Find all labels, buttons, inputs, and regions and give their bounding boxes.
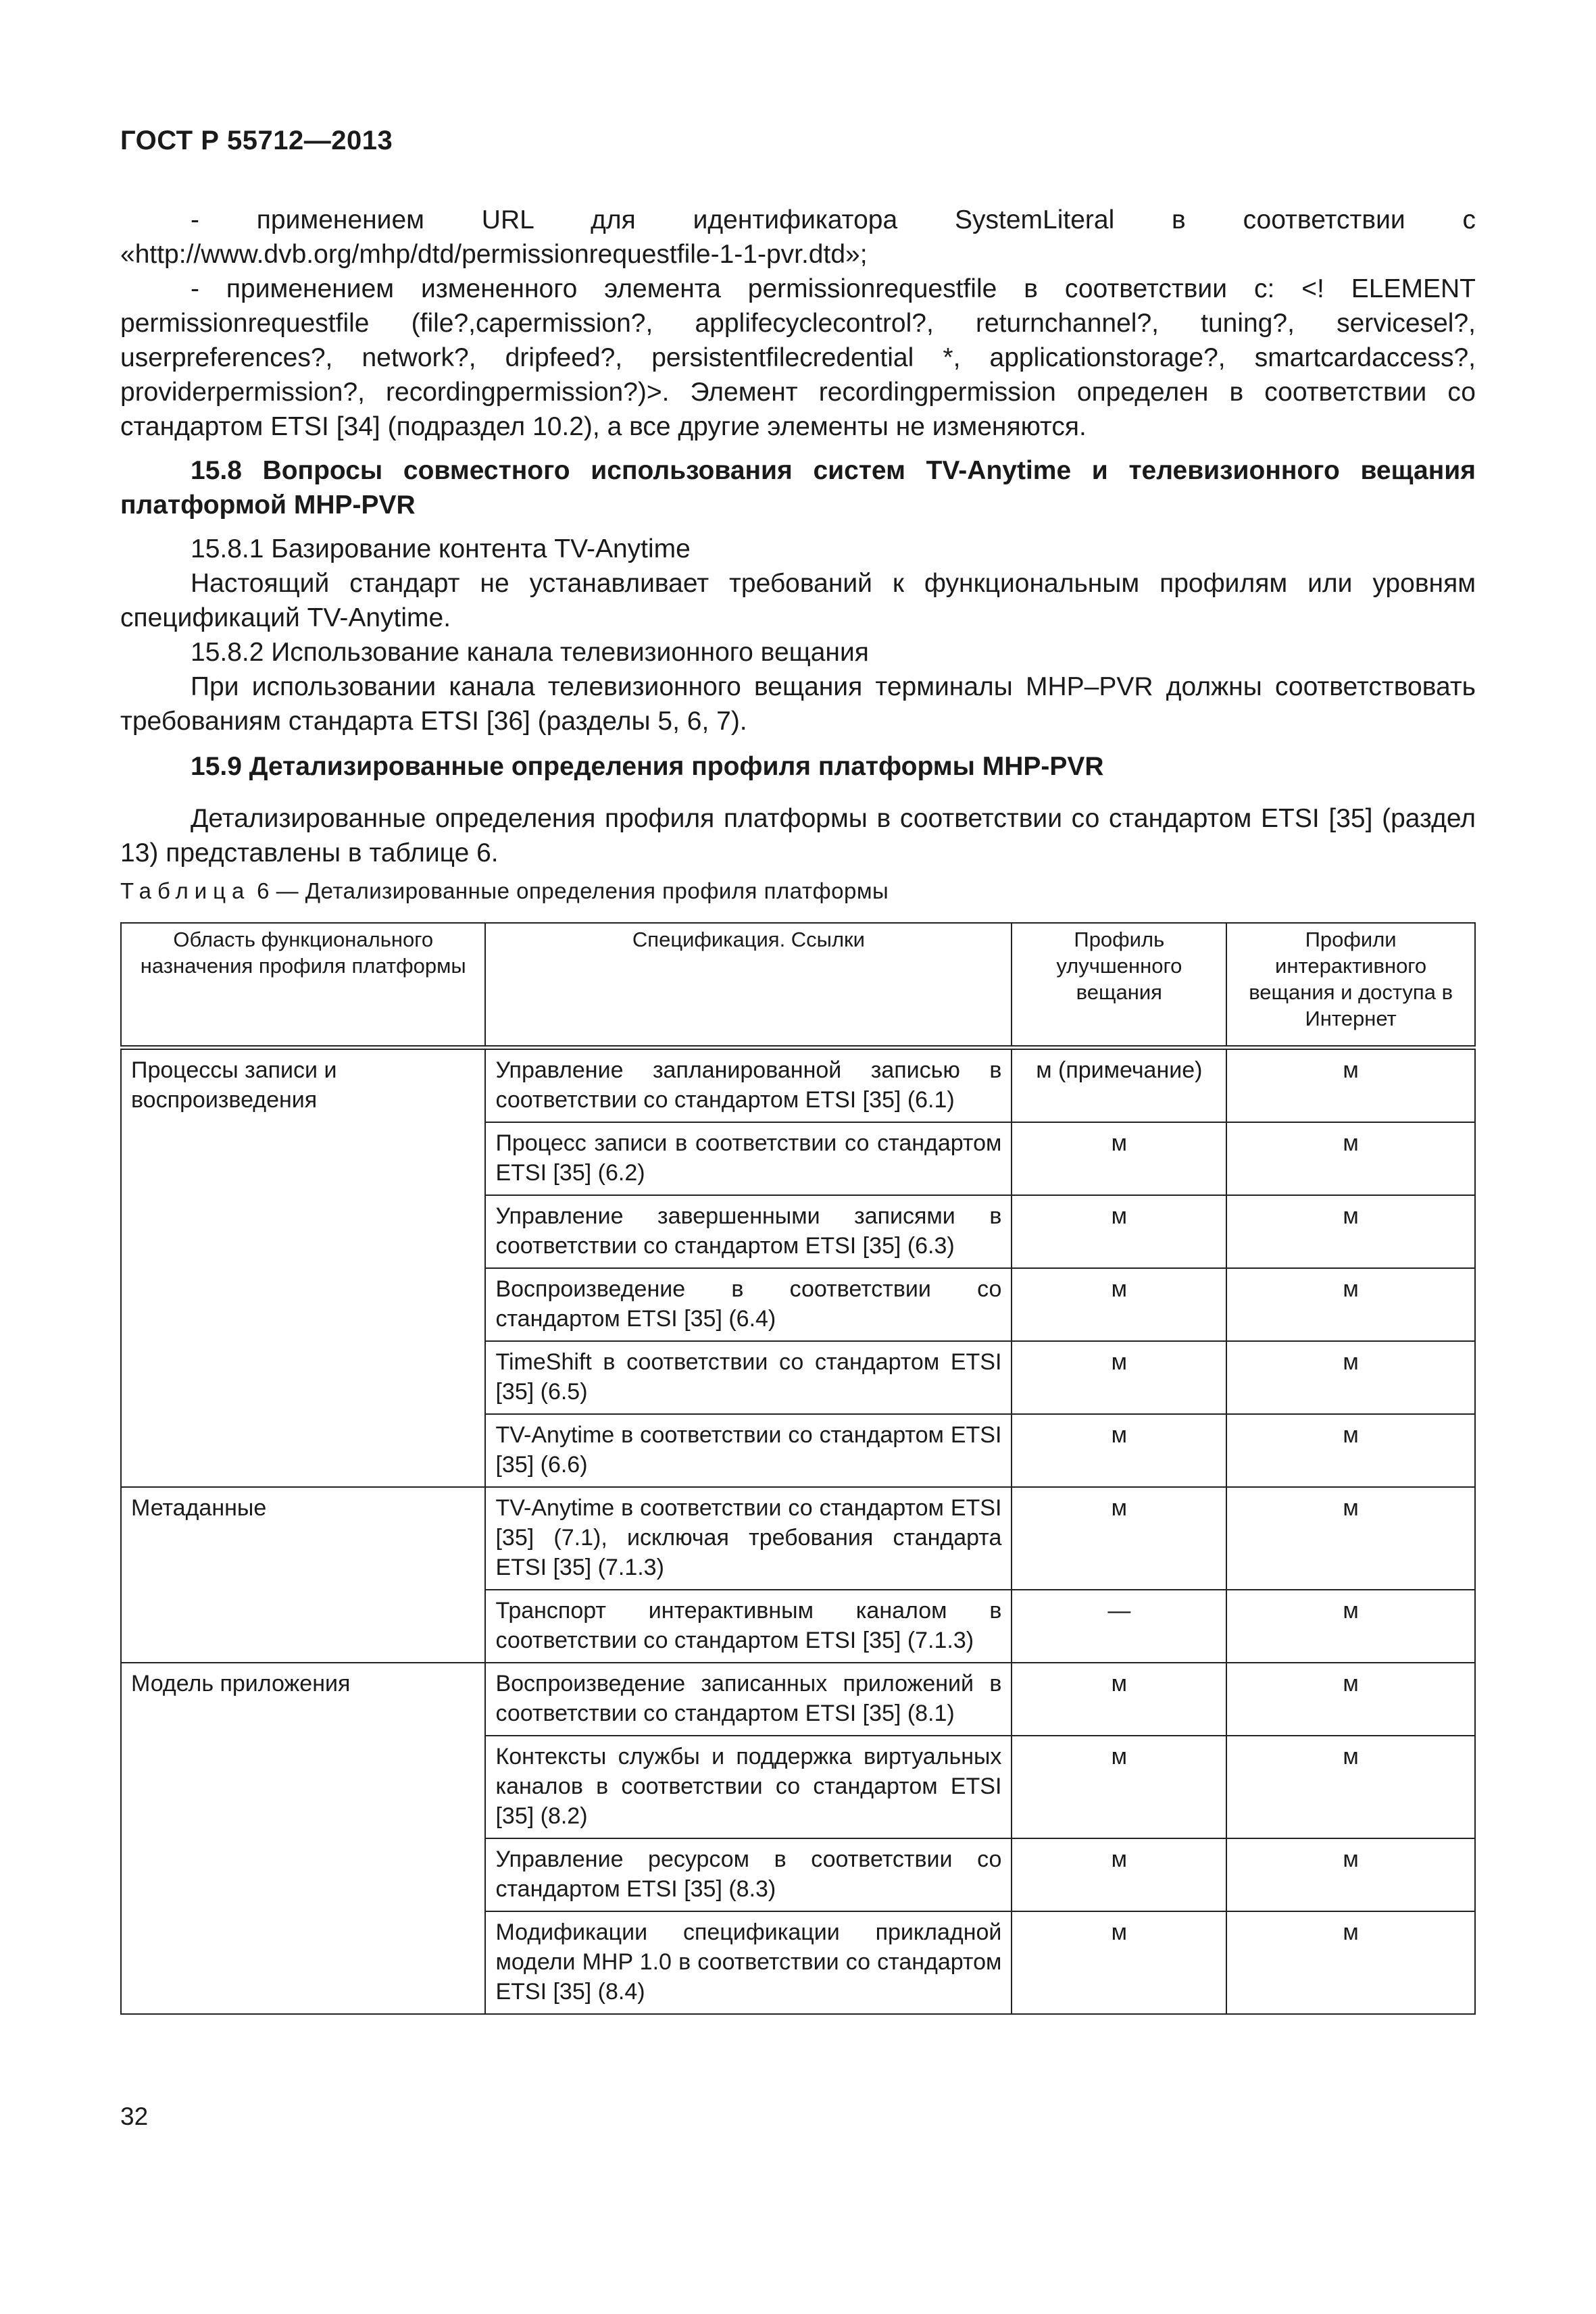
- profile-enhanced-cell: м (примечание): [1012, 1048, 1226, 1123]
- profile-enhanced-cell: м: [1012, 1414, 1226, 1487]
- header-profile-enhanced: Профиль улучшенного вещания: [1012, 923, 1226, 1048]
- spec-cell: Воспроизведение записанных приложений в соответствии со стандартом ETSI [35] (8.1): [485, 1663, 1012, 1736]
- table-row: [121, 1663, 1475, 1736]
- subsection-heading-15-8-2: 15.8.2 Использование канала телевизионного вещания: [191, 638, 869, 667]
- spec-cell: TV-Anytime в соответствии со стандартом ETSI [35] (7.1), исключая требования стандарта ETSI [35] (7.1.3): [485, 1487, 1012, 1590]
- table-caption-text: 6 — Детализированные определения профиля платформы: [257, 878, 889, 903]
- spec-cell: TV-Anytime в соответствии со стандартом ETSI [35] (6.6): [485, 1414, 1012, 1487]
- profile-interactive-cell: м: [1226, 1268, 1475, 1341]
- spec-cell: Транспорт интерактивным каналом в соответствии со стандартом ETSI [35] (7.1.3): [485, 1590, 1012, 1663]
- section-heading-15-9: 15.9 Детализированные определения профиля платформы MHP-PVR: [191, 752, 1104, 781]
- page-number: 32: [120, 2103, 149, 2130]
- profile-interactive-cell: м: [1226, 1195, 1475, 1268]
- spec-cell: TimeShift в соответствии со стандартом ETSI [35] (6.5): [485, 1341, 1012, 1414]
- table-caption-label: Таблица: [120, 878, 251, 903]
- profile-table: [120, 922, 1476, 2015]
- profile-enhanced-cell: м: [1012, 1268, 1226, 1341]
- profile-interactive-cell: м: [1226, 1414, 1475, 1487]
- profile-enhanced-cell: м: [1012, 1663, 1226, 1736]
- profile-enhanced-cell: м: [1012, 1122, 1226, 1195]
- profile-interactive-cell: м: [1226, 1122, 1475, 1195]
- paragraph-permissionrequestfile: - применением измененного элемента permissionrequestfile в соответствии с: <! ELEMENT permissionrequestfile (file?,capermission?, applifecyclecontrol?, returnchannel?, tuning?, servicesel?, userpreferences?, network?, dripfeed?, persistentfilecredential *, applicationstorage?, smartcardaccess?, providerpermission?, recordingpermission?)>. Элемент recordingpermission определен в соответствии со стандартом ETSI [34] (подраздел 10.2), а все другие элементы не изменяются.: [120, 274, 1476, 441]
- table-header-row: [121, 923, 1475, 1048]
- header-area: Область функционального назначения профиля платформы: [121, 923, 485, 1048]
- profile-interactive-cell: м: [1226, 1341, 1475, 1414]
- subsection-heading-15-8-1: 15.8.1 Базирование контента TV-Anytime: [191, 534, 691, 563]
- spec-cell: Модификации спецификации прикладной модели MHP 1.0 в соответствии со стандартом ETSI [35] (8.4): [485, 1911, 1012, 2014]
- spec-cell: Управление запланированной записью в соответствии со стандартом ETSI [35] (6.1): [485, 1048, 1012, 1123]
- profile-interactive-cell: м: [1226, 1663, 1475, 1736]
- section-heading-15-8: 15.8 Вопросы совместного использования систем TV-Anytime и телевизионного вещания платформой MHP-PVR: [120, 456, 1476, 520]
- profile-enhanced-cell: м: [1012, 1195, 1226, 1268]
- area-cell: Модель приложения: [121, 1663, 485, 2014]
- paragraph-url-systemliteral: - применением URL для идентификатора SystemLiteral в соответствии с «http://www.dvb.org/mhp/dtd/permissionrequestfile-1-1-pvr.dtd»;: [120, 205, 1476, 269]
- spec-cell: Процесс записи в соответствии со стандартом ETSI [35] (6.2): [485, 1122, 1012, 1195]
- spec-cell: Контексты службы и поддержка виртуальных каналов в соответствии со стандартом ETSI [35] (8.2): [485, 1736, 1012, 1838]
- document-header: ГОСТ Р 55712—2013: [120, 126, 393, 155]
- profile-enhanced-cell: м: [1012, 1911, 1226, 2014]
- spec-cell: Управление ресурсом в соответствии со стандартом ETSI [35] (8.3): [485, 1838, 1012, 1911]
- profile-enhanced-cell: —: [1012, 1590, 1226, 1663]
- body-text: [120, 203, 1476, 870]
- spec-cell: Воспроизведение в соответствии со стандартом ETSI [35] (6.4): [485, 1268, 1012, 1341]
- header-profile-interactive: Профили интерактивного вещания и доступа в Интернет: [1226, 923, 1475, 1048]
- profile-interactive-cell: м: [1226, 1048, 1475, 1123]
- area-cell: Метаданные: [121, 1487, 485, 1663]
- paragraph-profile-definitions: Детализированные определения профиля платформы в соответствии со стандартом ETSI [35] (раздел 13) представлены в таблице 6.: [120, 804, 1476, 867]
- profile-interactive-cell: м: [1226, 1911, 1475, 2014]
- profile-interactive-cell: м: [1226, 1590, 1475, 1663]
- table-row: [121, 1048, 1475, 1123]
- paragraph-broadcast-channel: При использовании канала телевизионного вещания терминалы MHP–PVR должны соответствовать требованиям стандарта ETSI [36] (разделы 5, 6, 7).: [120, 672, 1476, 736]
- profile-interactive-cell: м: [1226, 1736, 1475, 1838]
- profile-enhanced-cell: м: [1012, 1341, 1226, 1414]
- header-spec: Спецификация. Ссылки: [485, 923, 1012, 1048]
- profile-enhanced-cell: м: [1012, 1838, 1226, 1911]
- profile-enhanced-cell: м: [1012, 1487, 1226, 1590]
- table-row: [121, 1487, 1475, 1590]
- profile-interactive-cell: м: [1226, 1838, 1475, 1911]
- paragraph-tv-anytime-content: Настоящий стандарт не устанавливает требований к функциональным профилям или уровням спецификаций TV-Anytime.: [120, 569, 1476, 632]
- profile-interactive-cell: м: [1226, 1487, 1475, 1590]
- spec-cell: Управление завершенными записями в соответствии со стандартом ETSI [35] (6.3): [485, 1195, 1012, 1268]
- table-caption: [120, 878, 889, 904]
- area-cell: Процессы записи и воспроизведения: [121, 1048, 485, 1488]
- profile-enhanced-cell: м: [1012, 1736, 1226, 1838]
